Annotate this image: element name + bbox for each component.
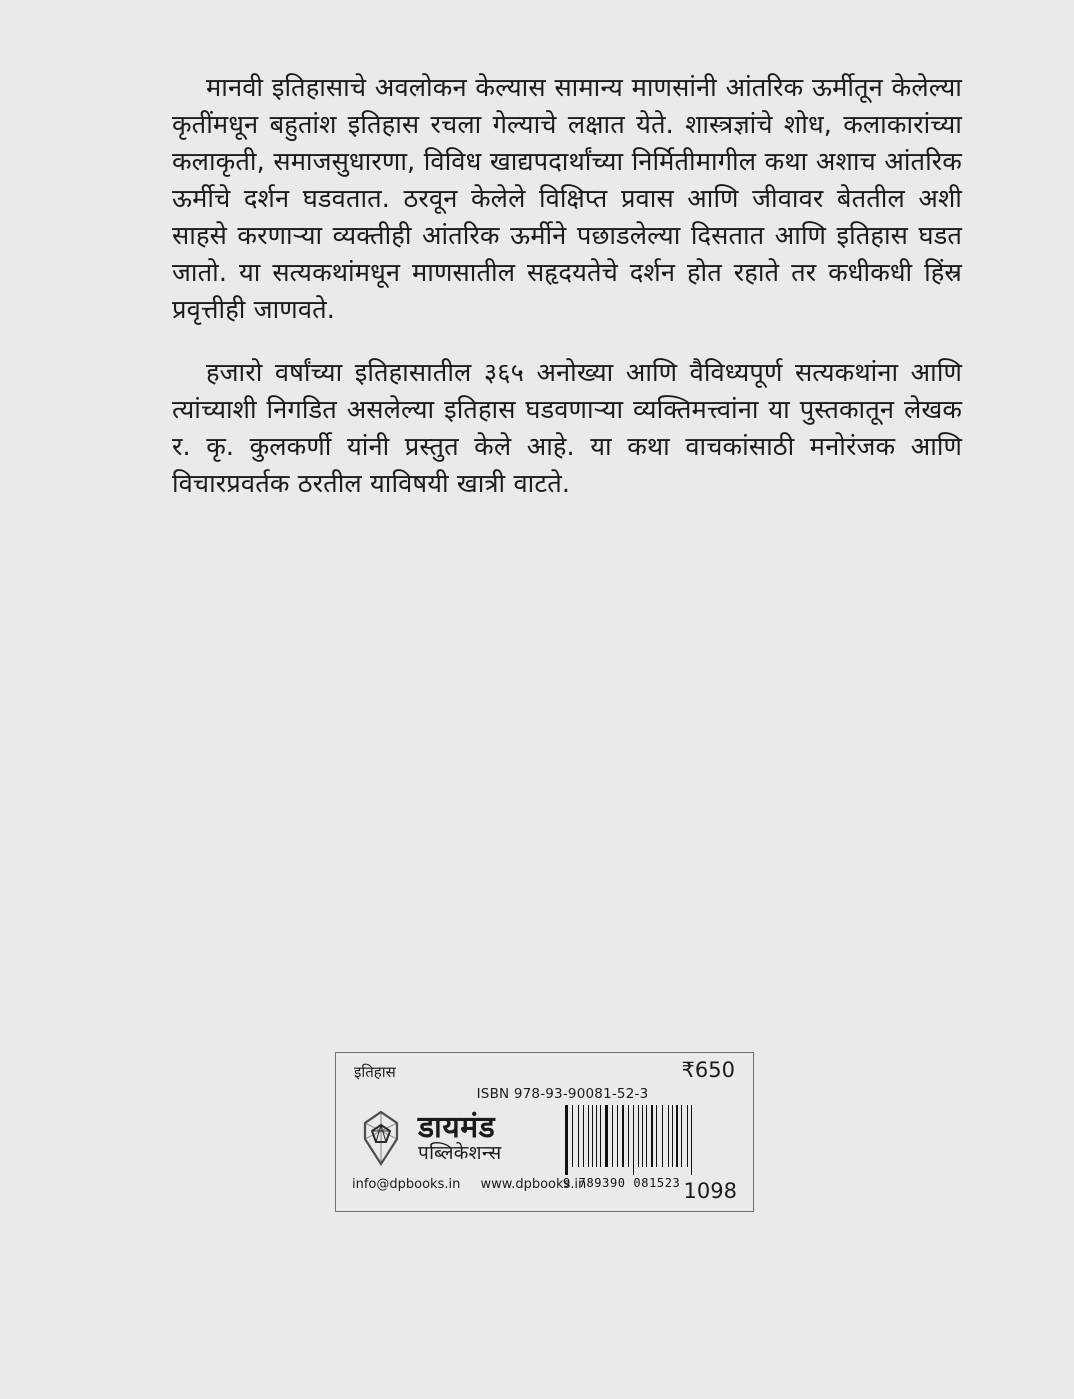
- publisher-email: info@dpbooks.in: [352, 1177, 461, 1192]
- isbn-publisher-box: [335, 1052, 754, 1212]
- blurb-paragraph-2: हजारो वर्षांच्या इतिहासातील ३६५ अनोख्या आणि वैविध्यपूर्ण सत्यकथांना आणि त्यांच्याशी निगडित असलेल्या इतिहास घडवणाऱ्या व्यक्तिमत्त्वांना या पुस्तकातून लेखक र. कृ. कुलकर्णी यांनी प्रस्तुत केले आहे. या कथा वाचकांसाठी मनोरंजक आणि विचारप्रवर्तक ठरतील याविषयी खात्री वाटते.: [172, 357, 962, 499]
- publisher-name: [418, 1112, 501, 1163]
- publisher-contact: [352, 1177, 586, 1192]
- blurb-text: [172, 70, 962, 503]
- barcode-digits: 9 789390 081523: [563, 1176, 681, 1190]
- publisher-name-line1: डायमंड: [418, 1110, 496, 1146]
- barcode-area: [561, 1103, 739, 1190]
- price-label: ₹650: [681, 1058, 735, 1082]
- publisher-logo-block: [352, 1109, 582, 1167]
- category-label: इतिहास: [354, 1063, 396, 1081]
- book-code: 1098: [683, 1179, 737, 1203]
- isbn-number: ISBN 978-93-90081-52-3: [476, 1086, 649, 1102]
- blurb-paragraph-1: मानवी इतिहासाचे अवलोकन केल्यास सामान्य माणसांनी आंतरिक ऊर्मीतून केलेल्या कृतींमधून बहुतांश इतिहास रचला गेल्याचे लक्षात येते. शास्त्रज्ञांचे शोध, कलाकारांच्या कलाकृती, समाजसुधारणा, विविध खाद्यपदार्थांच्या निर्मितीमागील कथा अशाच आंतरिक ऊर्मीचे दर्शन घडवतात. ठरवून केलेले विक्षिप्त प्रवास आणि जीवावर बेततील अशी साहसे करणाऱ्या व्यक्तीही आंतरिक ऊर्मीने पछाडलेल्या दिसतात आणि इतिहास घडत जातो. या सत्यकथांमधून माणसातील सहृदयतेचे दर्शन होत रहाते तर कधीकधी हिंस्र प्रवृत्तीही जाणवते.: [172, 73, 962, 325]
- barcode-image: [561, 1103, 739, 1175]
- diamond-logo-icon: [352, 1109, 410, 1167]
- publisher-name-line2: पब्लिकेशन्स: [418, 1141, 502, 1164]
- publisher-website: www.dpbooks.in: [480, 1177, 587, 1192]
- isbn-box-header: [336, 1053, 753, 1102]
